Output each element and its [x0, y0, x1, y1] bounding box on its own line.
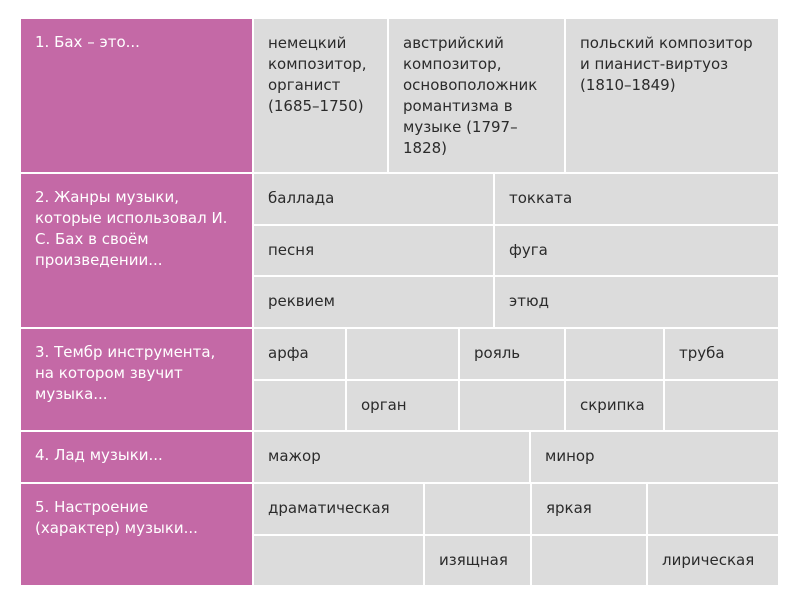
option-skripka[interactable]: скрипка — [565, 380, 664, 431]
empty-cell — [531, 535, 647, 586]
option-arfa[interactable]: арфа — [253, 328, 346, 380]
question-2: 2. Жанры музыки, которые использовал И. С. Бах в своём произведении... — [20, 173, 253, 328]
option-minor[interactable]: минор — [530, 431, 779, 483]
empty-cell — [253, 380, 346, 431]
option-pesnya[interactable]: песня — [253, 225, 494, 276]
empty-cell — [346, 328, 459, 380]
option-etyud[interactable]: этюд — [494, 276, 779, 328]
question-4: 4. Лад музыки... — [20, 431, 253, 483]
quiz-table — [20, 18, 779, 586]
question-3: 3. Тембр инструмента, на котором звучит музыка... — [20, 328, 253, 431]
option-royal[interactable]: рояль — [459, 328, 565, 380]
option-yarkaya[interactable]: яркая — [531, 483, 647, 535]
empty-cell — [647, 483, 779, 535]
empty-cell — [664, 380, 779, 431]
option-mazhor[interactable]: мажор — [253, 431, 530, 483]
option-rekviem[interactable]: реквием — [253, 276, 494, 328]
question-1: 1. Бах – это... — [20, 18, 253, 173]
option-truba[interactable]: труба — [664, 328, 779, 380]
option-izyashchnaya[interactable]: изящная — [424, 535, 531, 586]
empty-cell — [565, 328, 664, 380]
option-german-composer[interactable]: немецкий композитор, органист (1685–1750) — [253, 18, 388, 173]
empty-cell — [424, 483, 531, 535]
option-austrian-composer[interactable]: австрийский композитор, основоположник романтизма в музыке (1797–1828) — [388, 18, 565, 173]
option-ballada[interactable]: баллада — [253, 173, 494, 225]
option-dramaticheskaya[interactable]: драматическая — [253, 483, 424, 535]
question-5: 5. Настроение (характер) музыки... — [20, 483, 253, 586]
option-liricheskaya[interactable]: лирическая — [647, 535, 779, 586]
option-tokkata[interactable]: токката — [494, 173, 779, 225]
option-organ[interactable]: орган — [346, 380, 459, 431]
empty-cell — [459, 380, 565, 431]
option-polish-composer[interactable]: польский композитор и пианист-виртуоз (1810–1849) — [565, 18, 779, 173]
option-fuga[interactable]: фуга — [494, 225, 779, 276]
empty-cell — [253, 535, 424, 586]
